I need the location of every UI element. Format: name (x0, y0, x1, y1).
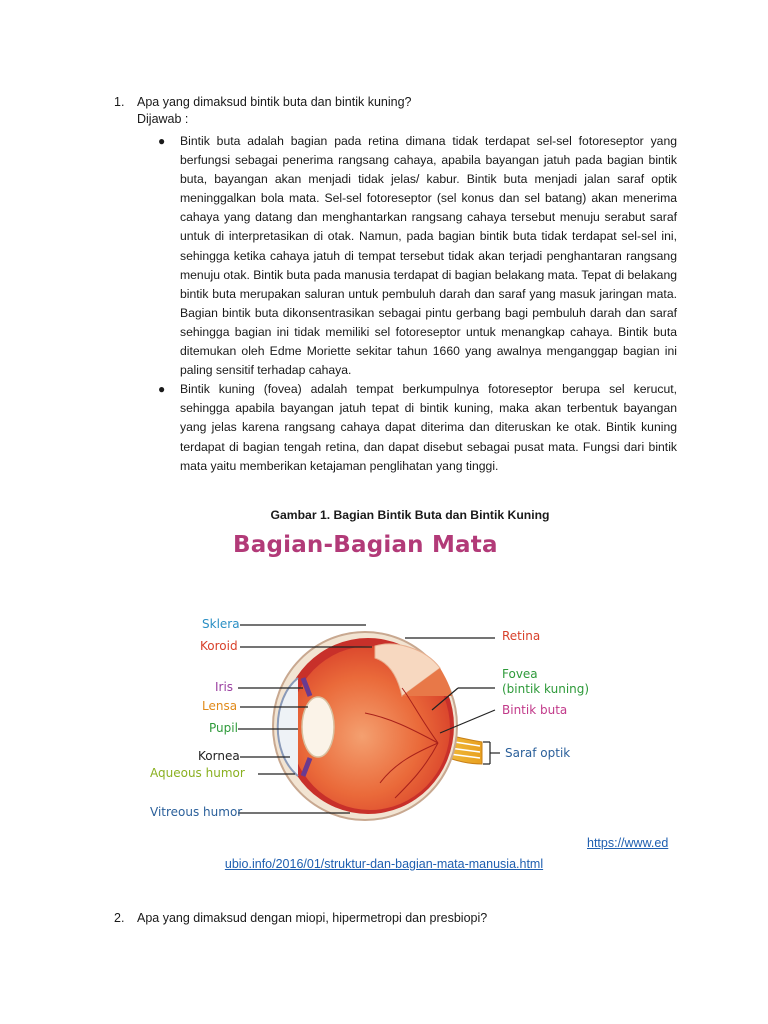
source-link-part-2[interactable]: ubio.info/2016/01/struktur-dan-bagian-mata-manusia.html (224, 857, 544, 871)
bullet-text: Bintik buta adalah bagian pada retina dimana tidak terdapat sel-sel fotoreseptor yang berfungsi sebagai penerima rangsang cahaya, apabila bayangan jatuh pada bagian bintik buta, bayangan akan menjadi tidak jelas/ kabur. Bintik buta menjadi jalan saraf optik meninggalkan bola mata. Sel-sel fotoreseptor (sel konus dan sel batang) akan menerima cahaya yang datang dan menghantarkan rangsang cahaya tersebut menuju serabut saraf untuk di interpretasikan di otak. Namun, pada bagian bintik buta tidak terdapat sel-sel ini, sehingga ketika cahaya jatuh di tempat tersebut tidak akan terjadi penghantaran rangsang menuju otak. Bintik buta pada manusia terdapat di bagian belakang mata. Tepat di belakang bintik buta merupakan saluran untuk pembuluh darah dan saraf yang masuk jaringan mata. Bagian bintik buta dikonsentrasikan sebagai pintu gerbang bagi pembuluh darah dan saraf sehingga bagian ini tidak memiliki sel fotoreseptor untuk menangkap cahaya. Bintik buta ditemukan oleh Edme Moriette sekitar tahun 1660 yang awalnya menganggap bagian ini paling sensitif terhadap cahaya. (180, 134, 677, 378)
bullet-text: Bintik kuning (fovea) adalah tempat berkumpulnya fotoreseptor berupa sel kerucut, sehingga apabila bayangan jatuh tepat di bintik kuning, maka akan terbentuk bayangan yang jelas karena rangsang cahaya dapat diterima dan diteruskan ke otak. Bintik kuning terdapat di bagian tengah retina, dan dapat disebut sebagai pusat mata. Fungsi dari bintik mata yaitu memberikan ketajaman penglihatan yang tinggi. (180, 382, 677, 473)
label-pupil: Pupil (209, 721, 238, 735)
eye-illustration (140, 528, 610, 828)
question-text: Apa yang dimaksud dengan miopi, hipermetropi dan presbiopi? (137, 911, 488, 925)
bullet-icon: ● (158, 382, 166, 397)
label-bintik-kuning: (bintik kuning) (502, 682, 590, 696)
answer-label: Dijawab : (137, 112, 189, 126)
eye-diagram (140, 528, 610, 828)
label-saraf-optik: Saraf optik (505, 746, 571, 760)
figure-caption: Gambar 1. Bagian Bintik Buta dan Bintik Kuning (270, 508, 550, 522)
bullet-icon: ● (158, 134, 166, 148)
figure-title: Bagian-Bagian Mata (233, 532, 498, 558)
label-iris: Iris (215, 680, 234, 694)
label-bintik-buta: Bintik buta (502, 703, 568, 717)
label-vitreous-humor: Vitreous humor (150, 805, 243, 819)
question-number: 1. (114, 95, 125, 109)
label-koroid: Koroid (200, 639, 238, 653)
label-kornea: Kornea (198, 749, 240, 763)
list-item (158, 132, 677, 380)
source-link-part-1[interactable]: https://www.ed (587, 836, 669, 850)
label-sklera: Sklera (202, 617, 240, 631)
lens-shape (302, 697, 334, 757)
question-text: Apa yang dimaksud bintik buta dan bintik kuning? (137, 95, 412, 109)
list-item (158, 380, 677, 475)
label-aqueous-humor: Aqueous humor (150, 766, 245, 780)
label-lensa: Lensa (202, 699, 238, 713)
answer-bullet-list (158, 132, 677, 476)
label-fovea: Fovea (502, 667, 538, 681)
question-number: 2. (114, 911, 125, 925)
label-retina: Retina (502, 629, 541, 643)
